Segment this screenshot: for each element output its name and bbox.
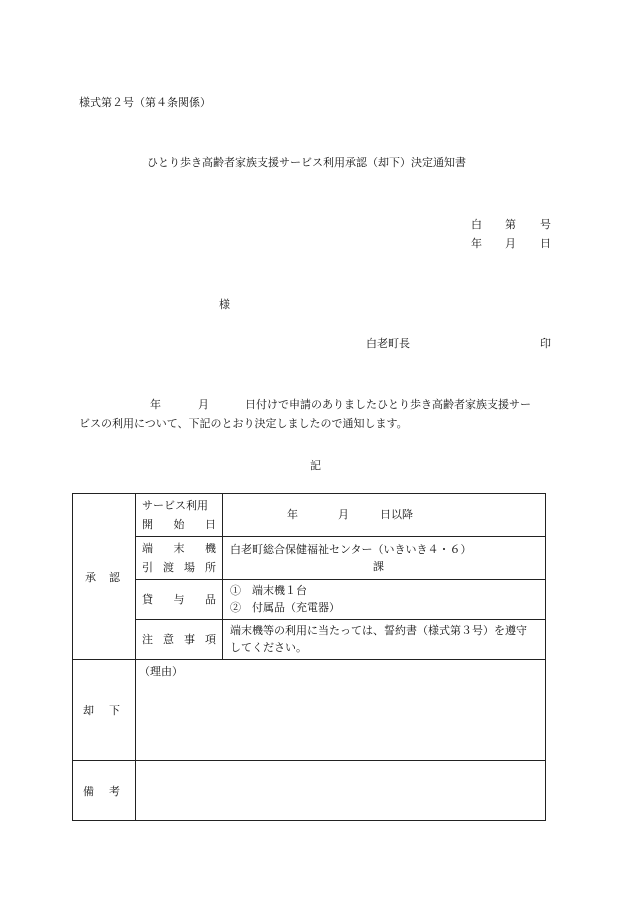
start-date-row <box>73 494 546 537</box>
lend-label-char: 貸 <box>142 593 153 606</box>
ki-heading: 記 <box>310 459 321 472</box>
notes-label <box>136 620 223 660</box>
remarks-value-cell <box>136 761 546 821</box>
body-line2: ビスの利用について、下記のとおり決定しましたので通知します。 <box>79 417 408 430</box>
seal-mark: 印 <box>540 337 551 350</box>
handover-label-char: 場 <box>184 561 195 574</box>
notes-line1: 端末機等の利用に当たっては、誓約書（様式第３号）を遵守 <box>230 624 527 637</box>
approve-label-cell <box>73 494 136 660</box>
notes-label-char: 項 <box>205 633 216 646</box>
handover-row <box>73 537 546 580</box>
handover-label-char: 末 <box>173 542 185 555</box>
reject-row <box>73 660 546 761</box>
reason-label: （理由） <box>139 665 183 678</box>
approve-label-char: 認 <box>109 570 120 584</box>
addressee-suffix: 様 <box>219 298 230 311</box>
start-label-char: 始 <box>173 518 185 531</box>
doc-date-year: 年 <box>471 237 482 250</box>
form-number: 様式第２号（第４条関係） <box>79 96 211 109</box>
lend-items-value <box>223 580 546 620</box>
handover-label-char: 引 <box>142 561 153 574</box>
reject-reason-cell <box>136 660 546 761</box>
remarks-label-char: 備 <box>83 784 94 798</box>
start-date-value <box>223 494 546 537</box>
doc-date-day: 日 <box>540 237 551 250</box>
start-date-label <box>136 494 223 537</box>
handover-label <box>136 537 223 580</box>
body-line1: 日付けで申請のありましたひとり歩き高齢者家族支援サー <box>245 398 531 411</box>
lend-label <box>136 580 223 620</box>
handover-label-char: 機 <box>205 542 216 555</box>
approve-label-char: 承 <box>85 570 96 584</box>
lend-label-char: 品 <box>205 593 216 606</box>
lend-item: ① 端末機１台 <box>230 584 307 597</box>
notes-row <box>73 620 546 660</box>
handover-label-char: 渡 <box>163 561 174 574</box>
notes-line2: してください。 <box>230 641 307 654</box>
remarks-label-cell <box>73 761 136 821</box>
notes-label-char: 事 <box>184 633 195 646</box>
body-year: 年 <box>150 398 161 411</box>
remarks-row <box>73 761 546 821</box>
remarks-label-char: 考 <box>109 784 120 798</box>
doc-number-suffix: 号 <box>540 218 551 231</box>
lend-item: ② 付属品（充電器） <box>230 601 340 614</box>
issuer-name: 白老町長 <box>366 337 410 350</box>
notes-value <box>223 620 546 660</box>
handover-label-char: 所 <box>205 561 216 574</box>
start-label-char: 開 <box>142 518 153 531</box>
start-date-label-line1: サービス利用 <box>142 499 208 512</box>
start-label-char: 日 <box>205 518 216 531</box>
handover-label-char: 端 <box>142 542 153 555</box>
document-title: ひとり歩き高齢者家族支援サービス利用承認（却下）決定通知書 <box>147 156 466 169</box>
start-day: 日以降 <box>380 508 413 521</box>
handover-dept: 課 <box>373 559 384 573</box>
reject-label-char: 下 <box>109 704 120 717</box>
start-month: 月 <box>338 508 349 521</box>
doc-date-month: 月 <box>505 237 516 250</box>
doc-number-prefix: 白 <box>471 218 482 231</box>
reject-label-cell <box>73 660 136 761</box>
body-month: 月 <box>198 398 209 411</box>
lend-label-char: 与 <box>173 593 185 606</box>
reject-label-char: 却 <box>83 704 94 717</box>
lend-items-row <box>73 580 546 620</box>
doc-number-mid: 第 <box>505 218 516 231</box>
decision-table <box>72 493 546 821</box>
notes-label-char: 注 <box>142 633 153 646</box>
start-year: 年 <box>287 508 298 521</box>
handover-place: 白老町総合保健福祉センター（いきいき４・６） <box>230 542 472 556</box>
notes-label-char: 意 <box>163 633 174 646</box>
handover-value <box>223 537 546 580</box>
